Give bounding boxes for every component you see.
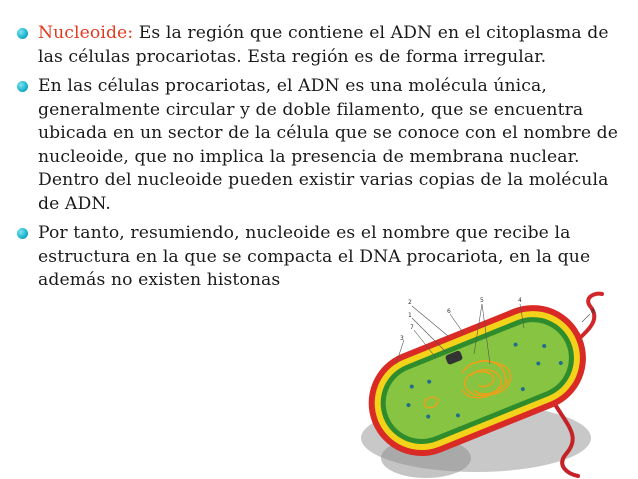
- diagram-label: 3: [400, 335, 404, 342]
- bullet-item-adn: [14, 75, 626, 216]
- diagram-label: 2: [408, 299, 412, 306]
- diagram-label: 5: [480, 297, 484, 304]
- diagram-label: 1: [408, 312, 412, 319]
- diagram-label: 6: [447, 308, 451, 315]
- bullet-item-nucleoide: [14, 22, 626, 69]
- diagram-label: 4: [518, 297, 522, 304]
- bullet-list: [14, 22, 626, 299]
- bullet-dot-icon: [17, 228, 28, 239]
- bullet-dot-icon: [17, 81, 28, 92]
- bullet-text: Es la región que contiene el ADN en el citoplasma de las células procariotas. Esta región es de forma irregular.: [38, 23, 609, 67]
- diagram-label: 8: [591, 308, 595, 315]
- prokaryotic-cell-diagram: [356, 288, 616, 479]
- bullet-dot-icon: [17, 28, 28, 39]
- bullet-term: Nucleoide:: [38, 23, 134, 43]
- bullet-text: Por tanto, resumiendo, nucleoide es el nombre que recibe la estructura en la que se compacta el DNA procariota, en la que además no existen histonas: [38, 223, 591, 290]
- diagram-label: 7: [410, 324, 414, 331]
- bullet-item-resumen: [14, 222, 626, 293]
- bullet-text: En las células procariotas, el ADN es una molécula única, generalmente circular y de doble filamento, que se encuentra ubicada en un sector de la célula que se conoce con el nombre de nucleoide, que no implica la presencia de membrana nuclear. Dentro del nucleoide pueden existir varias copias de la molécula de ADN.: [38, 76, 619, 214]
